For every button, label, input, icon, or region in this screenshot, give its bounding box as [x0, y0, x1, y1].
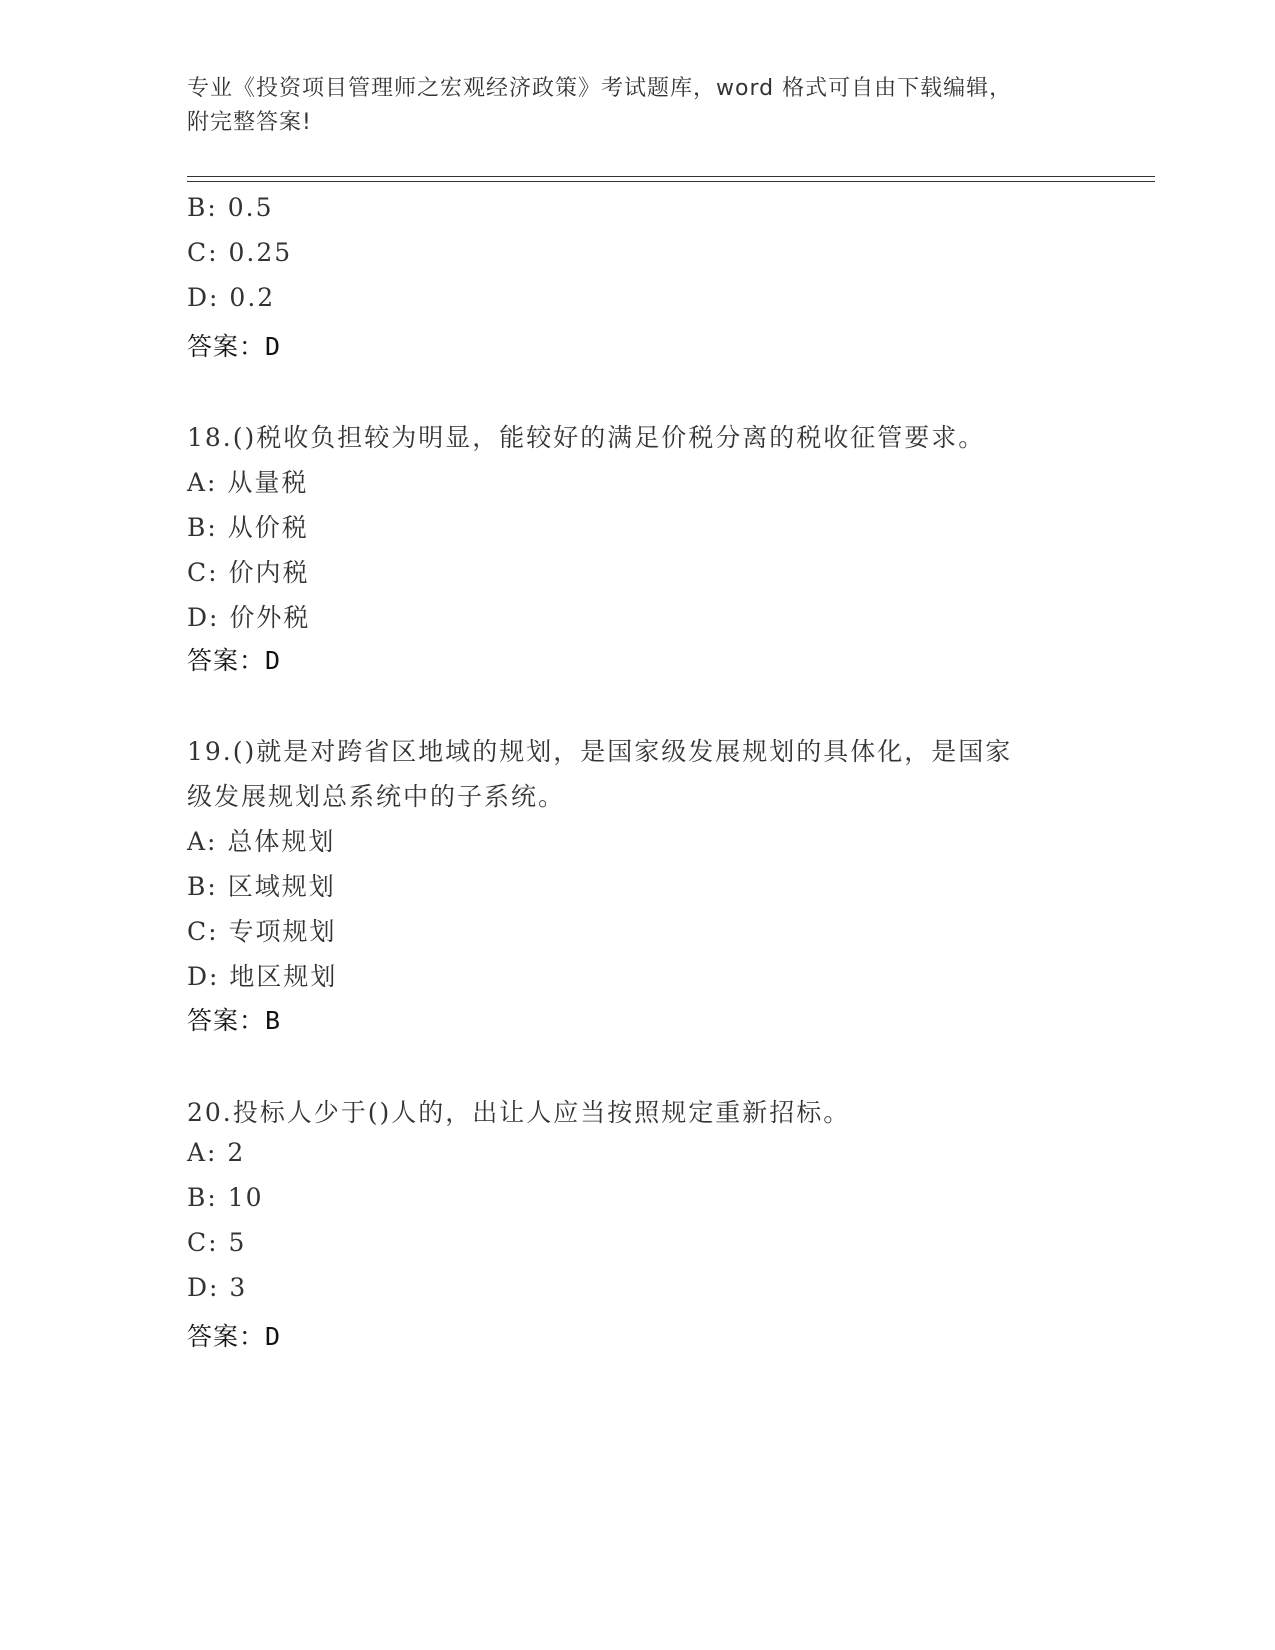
header-line-1: 专业《投资项目管理师之宏观经济政策》考试题库，word 格式可自由下载编辑，: [187, 76, 1013, 101]
question-20-option-c: C: 5: [187, 1228, 247, 1257]
answer-label: 答案：: [187, 1322, 266, 1351]
question-20-option-d: D: 3: [187, 1273, 248, 1302]
question-19-stem-line-2: 级发展规划总系统中的子系统。: [187, 782, 566, 811]
question-19-stem-line-1: 19.()就是对跨省区地域的规划，是国家级发展规划的具体化，是国家: [187, 737, 1013, 766]
question-18-option-d: D: 价外税: [187, 603, 311, 632]
question-20-answer: [187, 1317, 281, 1353]
question-18-option-c: C: 价内税: [187, 558, 310, 587]
option-c: C: 0.25: [187, 238, 293, 267]
header-divider-top: [187, 176, 1155, 177]
question-19-option-a: A: 总体规划: [187, 827, 336, 856]
option-d: D: 0.2: [187, 283, 276, 312]
answer-label: 答案：: [187, 646, 266, 675]
question-20-option-b: B: 10: [187, 1183, 264, 1212]
answer-label: 答案：: [187, 332, 266, 361]
question-19-option-c: C: 专项规划: [187, 917, 337, 946]
answer-label: 答案：: [187, 1006, 266, 1035]
header-line-2: 附完整答案!: [187, 110, 312, 135]
question-18-answer: [187, 641, 281, 677]
answer-value: D: [265, 332, 282, 361]
option-b: B: 0.5: [187, 193, 274, 222]
question-19-option-b: B: 区域规划: [187, 872, 336, 901]
document-header: [187, 72, 1067, 140]
answer-value: D: [265, 1322, 282, 1351]
answer-line: [187, 327, 281, 363]
answer-value: B: [265, 1006, 282, 1035]
answer-value: D: [265, 646, 282, 675]
question-18-option-a: A: 从量税: [187, 468, 309, 497]
question-20-stem: 20.投标人少于()人的，出让人应当按照规定重新招标。: [187, 1098, 851, 1127]
question-18-stem: 18.()税收负担较为明显，能较好的满足价税分离的税收征管要求。: [187, 423, 986, 452]
question-18-option-b: B: 从价税: [187, 513, 309, 542]
question-19-answer: [187, 1001, 281, 1037]
header-divider-bottom: [187, 181, 1155, 182]
question-19-option-d: D: 地区规划: [187, 962, 338, 991]
question-20-option-a: A: 2: [187, 1138, 246, 1167]
